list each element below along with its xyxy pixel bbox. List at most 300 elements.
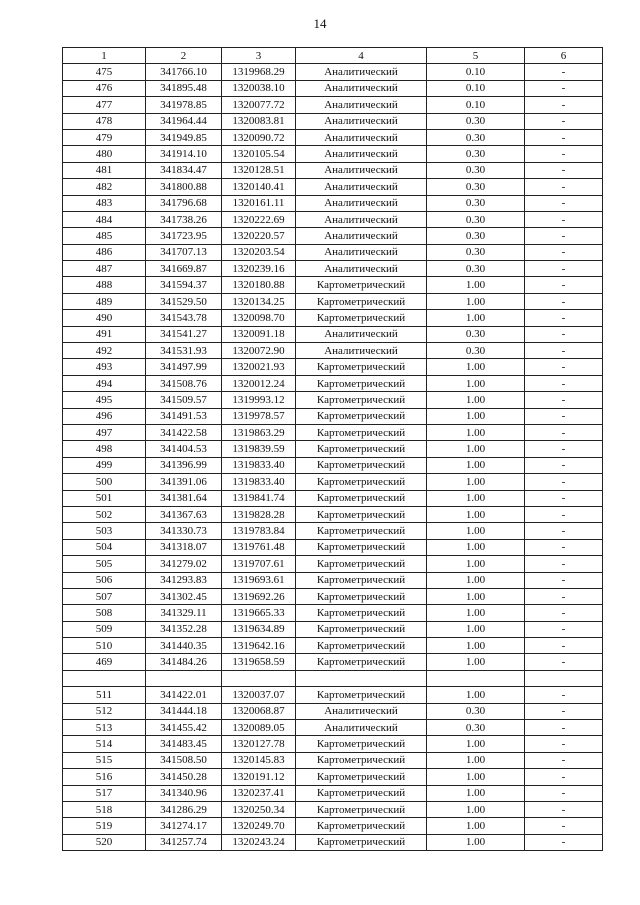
table-cell: 1.00 bbox=[427, 310, 525, 326]
table-cell: 1320127.78 bbox=[222, 736, 296, 752]
table-cell: Картометрический bbox=[296, 834, 427, 850]
table-cell: 341531.93 bbox=[146, 343, 222, 359]
table-cell bbox=[427, 670, 525, 686]
table-cell: - bbox=[525, 146, 603, 162]
table-cell: - bbox=[525, 834, 603, 850]
table-cell: 1319692.26 bbox=[222, 588, 296, 604]
table-cell: 1320089.05 bbox=[222, 720, 296, 736]
table-cell: Картометрический bbox=[296, 752, 427, 768]
table-cell: 494 bbox=[63, 375, 146, 391]
table-cell: 1320220.57 bbox=[222, 228, 296, 244]
table-row bbox=[63, 441, 603, 457]
table-row bbox=[63, 375, 603, 391]
table-cell: 341329.11 bbox=[146, 605, 222, 621]
table-cell: - bbox=[525, 474, 603, 490]
table-cell: 490 bbox=[63, 310, 146, 326]
table-cell: - bbox=[525, 457, 603, 473]
table-row bbox=[63, 392, 603, 408]
table-cell: Картометрический bbox=[296, 490, 427, 506]
table-cell: 0.30 bbox=[427, 228, 525, 244]
table-cell: 1320083.81 bbox=[222, 113, 296, 129]
table-cell: 341404.53 bbox=[146, 441, 222, 457]
table-cell: 1320091.18 bbox=[222, 326, 296, 342]
table-cell: 515 bbox=[63, 752, 146, 768]
table-cell: Аналитический bbox=[296, 261, 427, 277]
table-cell: 496 bbox=[63, 408, 146, 424]
table-cell: 478 bbox=[63, 113, 146, 129]
table-cell: Картометрический bbox=[296, 523, 427, 539]
table-cell: Картометрический bbox=[296, 424, 427, 440]
table-cell: 0.30 bbox=[427, 162, 525, 178]
table-cell: 506 bbox=[63, 572, 146, 588]
table-cell: Картометрический bbox=[296, 310, 427, 326]
table-cell: 1.00 bbox=[427, 490, 525, 506]
table-cell: - bbox=[525, 293, 603, 309]
table-row bbox=[63, 572, 603, 588]
table-cell: 1319642.16 bbox=[222, 638, 296, 654]
table-cell: - bbox=[525, 64, 603, 80]
table-cell: - bbox=[525, 277, 603, 293]
table-cell: 0.30 bbox=[427, 720, 525, 736]
table-cell: 1319993.12 bbox=[222, 392, 296, 408]
table-cell: 488 bbox=[63, 277, 146, 293]
table-row bbox=[63, 359, 603, 375]
table-cell: Аналитический bbox=[296, 97, 427, 113]
table-cell: - bbox=[525, 752, 603, 768]
table-cell: Аналитический bbox=[296, 326, 427, 342]
table-cell: 341529.50 bbox=[146, 293, 222, 309]
table-cell: Картометрический bbox=[296, 818, 427, 834]
table-row bbox=[63, 654, 603, 670]
table-cell: 485 bbox=[63, 228, 146, 244]
table-row bbox=[63, 244, 603, 260]
table-row bbox=[63, 408, 603, 424]
table-cell: 518 bbox=[63, 801, 146, 817]
table-cell: - bbox=[525, 97, 603, 113]
table-cell: Картометрический bbox=[296, 506, 427, 522]
table-cell: 0.10 bbox=[427, 80, 525, 96]
table-cell: 341274.17 bbox=[146, 818, 222, 834]
table-cell: 1320140.41 bbox=[222, 179, 296, 195]
table-cell: 1.00 bbox=[427, 277, 525, 293]
table-cell: Картометрический bbox=[296, 588, 427, 604]
table-cell: - bbox=[525, 244, 603, 260]
table-cell: 1.00 bbox=[427, 474, 525, 490]
table-cell: 1320068.87 bbox=[222, 703, 296, 719]
table-cell: - bbox=[525, 769, 603, 785]
table-cell: 1320145.83 bbox=[222, 752, 296, 768]
table-cell: Картометрический bbox=[296, 769, 427, 785]
table-row bbox=[63, 179, 603, 195]
table-cell: 0.10 bbox=[427, 64, 525, 80]
table-cell: 341302.45 bbox=[146, 588, 222, 604]
table-cell: 513 bbox=[63, 720, 146, 736]
table-row bbox=[63, 326, 603, 342]
table-cell: 341543.78 bbox=[146, 310, 222, 326]
table-cell: Картометрический bbox=[296, 605, 427, 621]
table-cell: 520 bbox=[63, 834, 146, 850]
table-cell: 516 bbox=[63, 769, 146, 785]
table-cell: 502 bbox=[63, 506, 146, 522]
table-row bbox=[63, 752, 603, 768]
table-cell: Картометрический bbox=[296, 441, 427, 457]
table-row bbox=[63, 605, 603, 621]
table-cell: 1320037.07 bbox=[222, 687, 296, 703]
table-cell: 1.00 bbox=[427, 834, 525, 850]
table-cell: 1320105.54 bbox=[222, 146, 296, 162]
column-header: 3 bbox=[222, 48, 296, 64]
table-cell: Картометрический bbox=[296, 408, 427, 424]
table-cell: 0.30 bbox=[427, 343, 525, 359]
table-cell: 1319841.74 bbox=[222, 490, 296, 506]
table-cell: 0.30 bbox=[427, 326, 525, 342]
table-cell: 1.00 bbox=[427, 523, 525, 539]
table-cell: 1320012.24 bbox=[222, 375, 296, 391]
table-cell: 341293.83 bbox=[146, 572, 222, 588]
table-cell: 341964.44 bbox=[146, 113, 222, 129]
table-cell: 341396.99 bbox=[146, 457, 222, 473]
table-cell: Картометрический bbox=[296, 638, 427, 654]
table-cell: 341422.01 bbox=[146, 687, 222, 703]
table-cell: 341541.27 bbox=[146, 326, 222, 342]
table-cell: - bbox=[525, 261, 603, 277]
table-cell: 493 bbox=[63, 359, 146, 375]
table-row bbox=[63, 490, 603, 506]
table-body bbox=[63, 64, 603, 851]
table-cell: 0.30 bbox=[427, 113, 525, 129]
table-cell: 341286.29 bbox=[146, 801, 222, 817]
table-cell: 341914.10 bbox=[146, 146, 222, 162]
table-cell: Аналитический bbox=[296, 703, 427, 719]
table-row bbox=[63, 588, 603, 604]
table-cell bbox=[63, 670, 146, 686]
table-cell: 341509.57 bbox=[146, 392, 222, 408]
table-cell: 484 bbox=[63, 211, 146, 227]
table-cell: 504 bbox=[63, 539, 146, 555]
table-cell: - bbox=[525, 539, 603, 555]
table-cell: 1319707.61 bbox=[222, 556, 296, 572]
table-cell: Картометрический bbox=[296, 687, 427, 703]
table-cell: 0.30 bbox=[427, 146, 525, 162]
table-cell: Аналитический bbox=[296, 179, 427, 195]
table-cell: - bbox=[525, 588, 603, 604]
table-cell: 341834.47 bbox=[146, 162, 222, 178]
table-cell: 1320243.24 bbox=[222, 834, 296, 850]
table-cell: Картометрический bbox=[296, 474, 427, 490]
table-row bbox=[63, 146, 603, 162]
table-cell: 341497.99 bbox=[146, 359, 222, 375]
table-cell: - bbox=[525, 703, 603, 719]
table-cell: Аналитический bbox=[296, 113, 427, 129]
table-row bbox=[63, 834, 603, 850]
table-cell: 341340.96 bbox=[146, 785, 222, 801]
table-cell: 497 bbox=[63, 424, 146, 440]
table-cell: - bbox=[525, 326, 603, 342]
table-cell: 341330.73 bbox=[146, 523, 222, 539]
table-cell: Картометрический bbox=[296, 801, 427, 817]
table-cell: 1319634.89 bbox=[222, 621, 296, 637]
table-cell: 341422.58 bbox=[146, 424, 222, 440]
table-cell: 501 bbox=[63, 490, 146, 506]
column-header: 2 bbox=[146, 48, 222, 64]
table-cell: 1319978.57 bbox=[222, 408, 296, 424]
table-cell: - bbox=[525, 720, 603, 736]
table-cell: 1.00 bbox=[427, 424, 525, 440]
table-cell: - bbox=[525, 310, 603, 326]
table-cell: 341594.37 bbox=[146, 277, 222, 293]
table-cell: Картометрический bbox=[296, 736, 427, 752]
table-cell: - bbox=[525, 506, 603, 522]
table-cell: 1320090.72 bbox=[222, 129, 296, 145]
table-row bbox=[63, 277, 603, 293]
table-row bbox=[63, 703, 603, 719]
table-cell: 1319693.61 bbox=[222, 572, 296, 588]
table-cell: 1319968.29 bbox=[222, 64, 296, 80]
table-cell: 341444.18 bbox=[146, 703, 222, 719]
table-cell: 507 bbox=[63, 588, 146, 604]
table-cell: - bbox=[525, 621, 603, 637]
table-cell: 483 bbox=[63, 195, 146, 211]
table-row bbox=[63, 80, 603, 96]
table-cell: 480 bbox=[63, 146, 146, 162]
table-cell: 1320072.90 bbox=[222, 343, 296, 359]
table-cell: 1.00 bbox=[427, 375, 525, 391]
column-header: 5 bbox=[427, 48, 525, 64]
table-cell: - bbox=[525, 818, 603, 834]
table-cell: 1320161.11 bbox=[222, 195, 296, 211]
table-cell: 1320250.34 bbox=[222, 801, 296, 817]
table-cell: Картометрический bbox=[296, 392, 427, 408]
table-cell: 1320249.70 bbox=[222, 818, 296, 834]
table-cell: - bbox=[525, 392, 603, 408]
column-header: 1 bbox=[63, 48, 146, 64]
table-cell: 511 bbox=[63, 687, 146, 703]
table-cell bbox=[525, 670, 603, 686]
column-header: 4 bbox=[296, 48, 427, 64]
table-cell: 1.00 bbox=[427, 392, 525, 408]
table-cell: 1320222.69 bbox=[222, 211, 296, 227]
table-cell: Картометрический bbox=[296, 654, 427, 670]
table-cell: 341508.76 bbox=[146, 375, 222, 391]
table-cell: Аналитический bbox=[296, 228, 427, 244]
column-header: 6 bbox=[525, 48, 603, 64]
table-cell: 341484.26 bbox=[146, 654, 222, 670]
table-cell: 341367.63 bbox=[146, 506, 222, 522]
table-cell: Аналитический bbox=[296, 211, 427, 227]
table-cell: Аналитический bbox=[296, 64, 427, 80]
table-cell: 341723.95 bbox=[146, 228, 222, 244]
table-cell: 1319839.59 bbox=[222, 441, 296, 457]
table-cell bbox=[296, 670, 427, 686]
table-row bbox=[63, 113, 603, 129]
table-cell: 341318.07 bbox=[146, 539, 222, 555]
table-cell: - bbox=[525, 638, 603, 654]
page-number: 14 bbox=[313, 16, 327, 31]
table-cell: 341440.35 bbox=[146, 638, 222, 654]
table-cell: - bbox=[525, 556, 603, 572]
table-cell: 1319783.84 bbox=[222, 523, 296, 539]
table-cell: 508 bbox=[63, 605, 146, 621]
table-cell: 1.00 bbox=[427, 359, 525, 375]
table-cell: 491 bbox=[63, 326, 146, 342]
table-cell: Картометрический bbox=[296, 457, 427, 473]
coordinates-table bbox=[62, 47, 603, 851]
table-cell: 1.00 bbox=[427, 736, 525, 752]
table-cell: 341391.06 bbox=[146, 474, 222, 490]
table-cell: Аналитический bbox=[296, 146, 427, 162]
table-cell: 482 bbox=[63, 179, 146, 195]
table-cell: - bbox=[525, 80, 603, 96]
table-cell: Картометрический bbox=[296, 293, 427, 309]
table-cell: 500 bbox=[63, 474, 146, 490]
table-cell: - bbox=[525, 572, 603, 588]
table-cell: - bbox=[525, 424, 603, 440]
table-cell: Картометрический bbox=[296, 556, 427, 572]
table-cell: 1319828.28 bbox=[222, 506, 296, 522]
table-row bbox=[63, 638, 603, 654]
table-cell: - bbox=[525, 490, 603, 506]
table-cell: - bbox=[525, 343, 603, 359]
table-row bbox=[63, 720, 603, 736]
table-cell: 514 bbox=[63, 736, 146, 752]
table-cell: 1.00 bbox=[427, 687, 525, 703]
table-cell: 0.30 bbox=[427, 179, 525, 195]
table-cell: - bbox=[525, 736, 603, 752]
table-cell: 477 bbox=[63, 97, 146, 113]
table-cell: - bbox=[525, 162, 603, 178]
table-row bbox=[63, 228, 603, 244]
table-row bbox=[63, 129, 603, 145]
table-cell: - bbox=[525, 441, 603, 457]
table-cell: 479 bbox=[63, 129, 146, 145]
table-cell: - bbox=[525, 195, 603, 211]
table-cell: 0.30 bbox=[427, 261, 525, 277]
table-cell: 512 bbox=[63, 703, 146, 719]
table-cell: 499 bbox=[63, 457, 146, 473]
table-cell: 489 bbox=[63, 293, 146, 309]
table-cell: Аналитический bbox=[296, 80, 427, 96]
table-row bbox=[63, 556, 603, 572]
table-cell: - bbox=[525, 179, 603, 195]
table-cell: 1.00 bbox=[427, 588, 525, 604]
table-row bbox=[63, 785, 603, 801]
table-cell: 1.00 bbox=[427, 752, 525, 768]
table-cell: 517 bbox=[63, 785, 146, 801]
table-cell: 481 bbox=[63, 162, 146, 178]
table-cell: Картометрический bbox=[296, 277, 427, 293]
table-cell: 1.00 bbox=[427, 441, 525, 457]
table-row bbox=[63, 457, 603, 473]
table-cell: 341895.48 bbox=[146, 80, 222, 96]
table-cell: 1319658.59 bbox=[222, 654, 296, 670]
table-row bbox=[63, 310, 603, 326]
table-cell: 498 bbox=[63, 441, 146, 457]
table-cell: - bbox=[525, 359, 603, 375]
table-cell: Картометрический bbox=[296, 539, 427, 555]
table-cell: 341381.64 bbox=[146, 490, 222, 506]
table-cell: 486 bbox=[63, 244, 146, 260]
table-cell: - bbox=[525, 129, 603, 145]
table-cell: Аналитический bbox=[296, 343, 427, 359]
table-cell: 475 bbox=[63, 64, 146, 80]
table-cell: 341279.02 bbox=[146, 556, 222, 572]
table-cell: 1319833.40 bbox=[222, 457, 296, 473]
table-cell: 1320191.12 bbox=[222, 769, 296, 785]
table-row bbox=[63, 293, 603, 309]
table-cell: 1320180.88 bbox=[222, 277, 296, 293]
table-cell: 492 bbox=[63, 343, 146, 359]
table-cell: 1320239.16 bbox=[222, 261, 296, 277]
table-cell: 1.00 bbox=[427, 506, 525, 522]
table-cell: 341707.13 bbox=[146, 244, 222, 260]
table-row bbox=[63, 736, 603, 752]
table-row bbox=[63, 769, 603, 785]
table-row bbox=[63, 424, 603, 440]
table-cell: 509 bbox=[63, 621, 146, 637]
table-row bbox=[63, 506, 603, 522]
table-cell: 1.00 bbox=[427, 818, 525, 834]
table-row-blank bbox=[63, 670, 603, 686]
table-cell: 0.30 bbox=[427, 195, 525, 211]
table-cell: - bbox=[525, 654, 603, 670]
table-cell: 1320021.93 bbox=[222, 359, 296, 375]
table-cell: 519 bbox=[63, 818, 146, 834]
table-row bbox=[63, 539, 603, 555]
table-row bbox=[63, 261, 603, 277]
table-cell: 1.00 bbox=[427, 539, 525, 555]
table-cell: 341978.85 bbox=[146, 97, 222, 113]
table-cell: 1320237.41 bbox=[222, 785, 296, 801]
table-cell: 1320098.70 bbox=[222, 310, 296, 326]
table-cell bbox=[146, 670, 222, 686]
table-cell: 1.00 bbox=[427, 785, 525, 801]
table-row bbox=[63, 195, 603, 211]
table-cell: Картометрический bbox=[296, 621, 427, 637]
table-cell: Картометрический bbox=[296, 785, 427, 801]
table-cell: 341800.88 bbox=[146, 179, 222, 195]
table-cell: 1.00 bbox=[427, 572, 525, 588]
table-cell: 469 bbox=[63, 654, 146, 670]
table-header-row bbox=[63, 48, 603, 64]
table-cell: 341483.45 bbox=[146, 736, 222, 752]
table-cell: 0.30 bbox=[427, 244, 525, 260]
table-row bbox=[63, 801, 603, 817]
table-cell: 341257.74 bbox=[146, 834, 222, 850]
table-cell: 341738.26 bbox=[146, 211, 222, 227]
table-cell: 1320203.54 bbox=[222, 244, 296, 260]
table-cell: 1.00 bbox=[427, 801, 525, 817]
table-cell: 341491.53 bbox=[146, 408, 222, 424]
table-cell: 1319833.40 bbox=[222, 474, 296, 490]
table-cell: 1.00 bbox=[427, 621, 525, 637]
table-cell: 1.00 bbox=[427, 769, 525, 785]
table-cell: 503 bbox=[63, 523, 146, 539]
table-cell bbox=[222, 670, 296, 686]
table-cell: 1.00 bbox=[427, 638, 525, 654]
table-cell: Аналитический bbox=[296, 244, 427, 260]
table-cell: 1.00 bbox=[427, 556, 525, 572]
table-row bbox=[63, 162, 603, 178]
table-cell: 1320077.72 bbox=[222, 97, 296, 113]
table-cell: - bbox=[525, 523, 603, 539]
table-cell: 341949.85 bbox=[146, 129, 222, 145]
table-cell: 1320128.51 bbox=[222, 162, 296, 178]
table-cell: - bbox=[525, 113, 603, 129]
table-cell: 476 bbox=[63, 80, 146, 96]
table-cell: 1.00 bbox=[427, 457, 525, 473]
table-cell: 0.30 bbox=[427, 703, 525, 719]
table-cell: - bbox=[525, 408, 603, 424]
